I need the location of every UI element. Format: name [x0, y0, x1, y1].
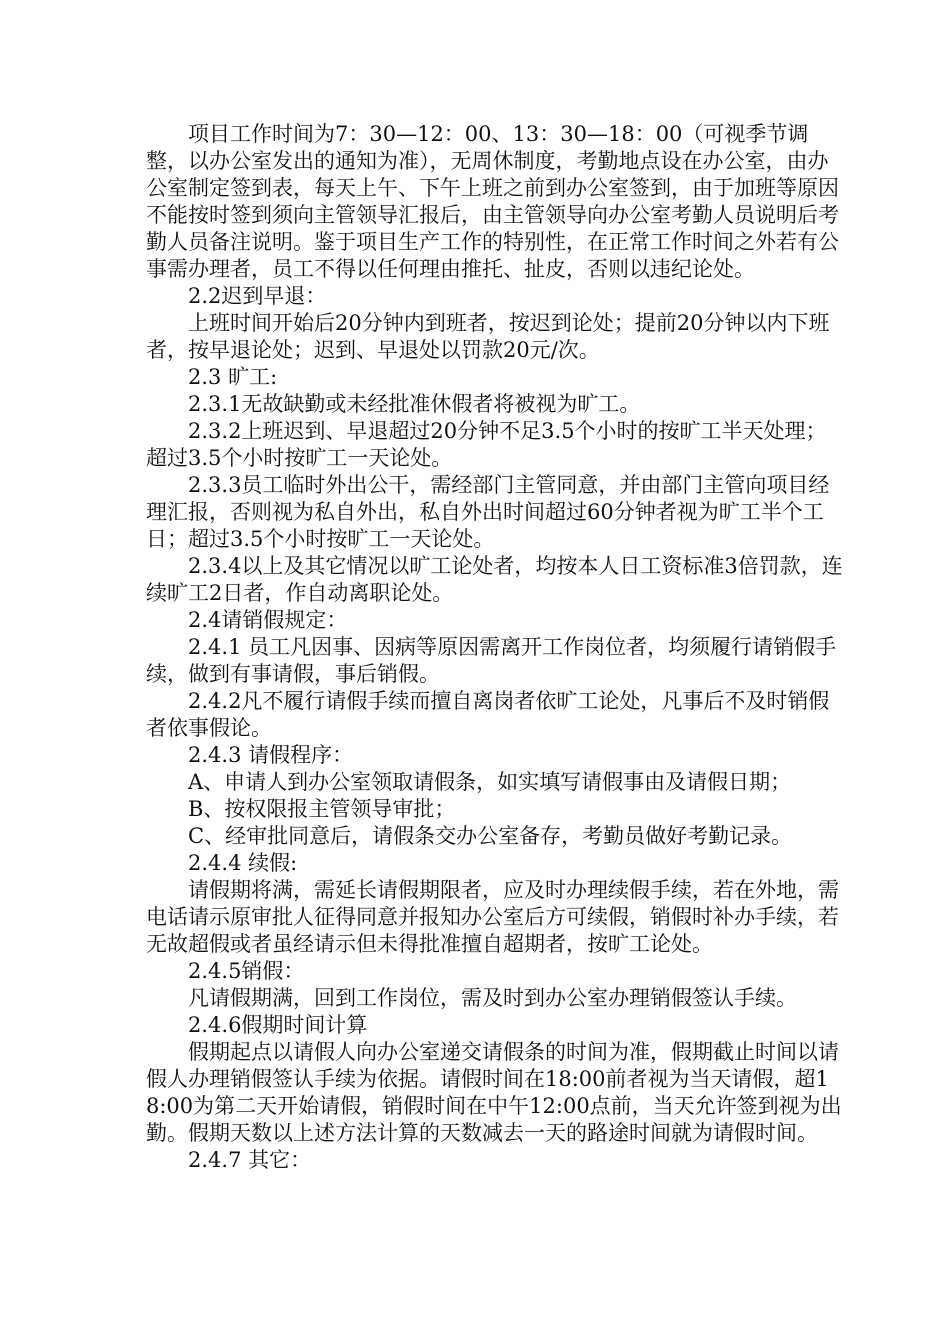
procedure-c: C、经审批同意后，请假条交办公室备存，考勤员做好考勤记录。: [188, 824, 793, 848]
paragraph-2-4-2: 2.4.2凡不履行请假手续而擅自离岗者依旷工论处，凡事后不及时销假者依事假论。: [146, 689, 830, 740]
paragraph-2-3-1: 2.3.1无故缺勤或未经批准休假者将被视为旷工。: [188, 392, 641, 416]
paragraph-leave-time: 假期起点以请假人向办公室递交请假条的时间为准，假期截止时间以请假人办理销假签认手续为依据。请假时间在18:00前者视为当天请假，超18:00为第二天开始请假，销假时间在中午12:00点前，当天允许签到视为出勤。假期天数以上述方法计算的天数减去一天的路途时间就为请假时间。: [146, 1040, 842, 1145]
procedure-b: B、按权限报主管领导审批；: [188, 797, 456, 821]
paragraph-extension: 请假期将满，需延长请假期限者，应及时办理续假手续，若在外地，需电话请示原审批人征得同意并报知办公室后方可续假，销假时补办手续，若无故超假或者虽经请示但未得批准擅自超期者，按旷工论处。: [146, 878, 839, 956]
paragraph-2-3-4: 2.3.4以上及其它情况以旷工论处者，均按本人日工资标准3倍罚款，连续旷工2日者，作自动离职论处。: [146, 554, 843, 605]
heading-2-4-4: 2.4.4 续假:: [188, 851, 298, 875]
heading-2-3: 2.3 旷工:: [188, 365, 278, 389]
paragraph-work-hours: 项目工作时间为7：30—12：00、13：30—18：00（可视季节调整，以办公室发出的通知为准），无周休制度，考勤地点设在办公室，由办公室制定签到表，每天上午、下午上班之前到办公室签到，由于加班等原因不能按时签到须向主管领导汇报后，由主管领导向办公室考勤人员说明后考勤人员备注说明。鉴于项目生产工作的特别性，在正常工作时间之外若有公事需办理者，员工不得以任何理由推托、扯皮，否则以违纪论处。: [146, 122, 839, 281]
heading-2-4-7: 2.4.7 其它：: [188, 1148, 312, 1172]
paragraph-2-3-3: 2.3.3员工临时外出公干，需经部门主管同意，并由部门主管向项目经理汇报，否则视为私自外出，私自外出时间超过60分钟者视为旷工半个工日；超过3.5个小时按旷工一天论处。: [146, 473, 830, 551]
heading-2-4-3: 2.4.3 请假程序：: [188, 743, 354, 767]
heading-2-2: 2.2迟到早退：: [188, 284, 327, 308]
paragraph-cancel-leave: 凡请假期满，回到工作岗位，需及时到办公室办理销假签认手续。: [188, 986, 797, 1010]
paragraph-2-4-1: 2.4.1 员工凡因事、因病等原因需离开工作岗位者，均须履行请销假手续，做到有事请假，事后销假。: [146, 635, 837, 686]
paragraph-2-3-2: 2.3.2上班迟到、早退超过20分钟不足3.5个小时的按旷工半天处理；超过3.5个小时按旷工一天论处。: [146, 419, 827, 470]
heading-2-4-5: 2.4.5销假：: [188, 959, 305, 983]
document-body: [146, 121, 846, 1174]
heading-2-4-6: 2.4.6假期时间计算: [188, 1013, 368, 1037]
paragraph-late-early: 上班时间开始后20分钟内到班者，按迟到论处；提前20分钟以内下班者，按早退论处；迟到、早退处以罚款20元/次。: [146, 311, 830, 362]
procedure-a: A、申请人到办公室领取请假条，如实填写请假事由及请假日期；: [188, 770, 792, 794]
heading-2-4: 2.4请销假规定：: [188, 608, 348, 632]
